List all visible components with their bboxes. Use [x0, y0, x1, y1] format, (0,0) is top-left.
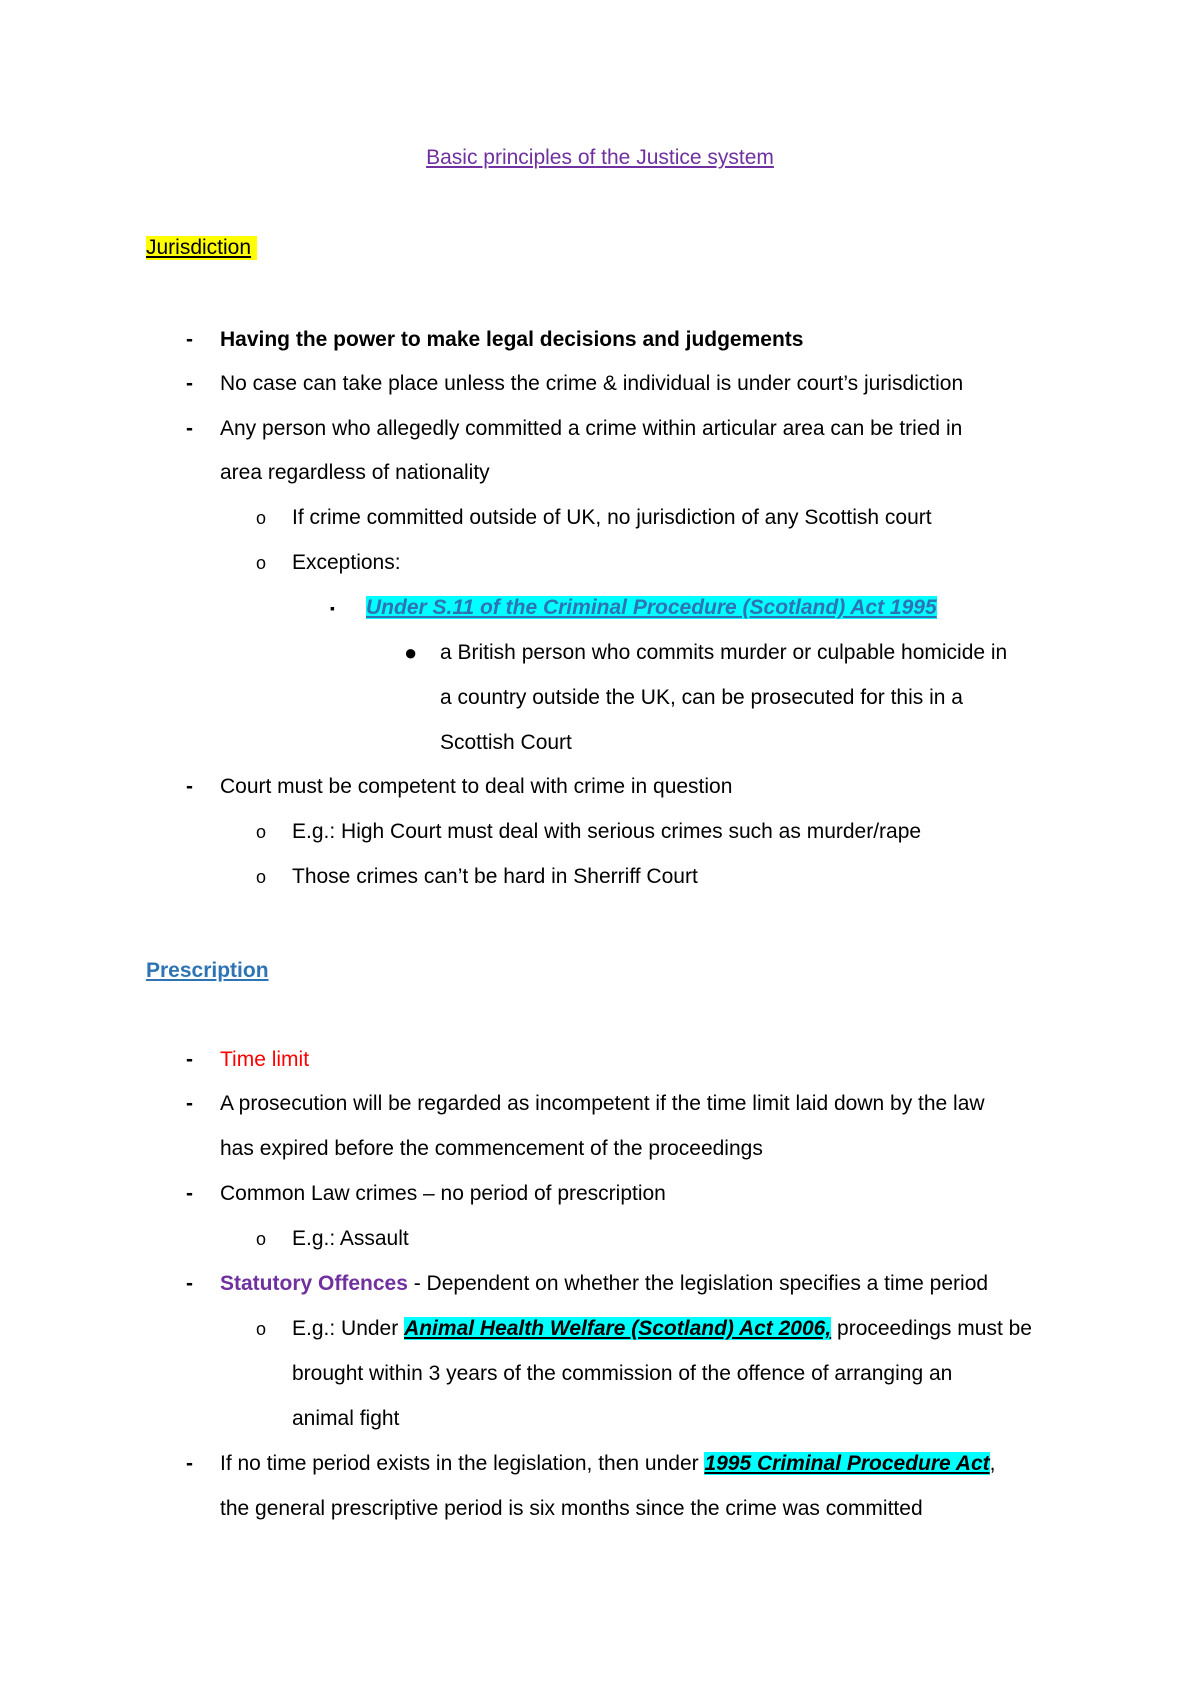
dot-bullet: ●: [404, 640, 418, 665]
jurisdiction-detail-line-2: a country outside the UK, can be prosecuted for this in a: [440, 686, 963, 709]
jurisdiction-example-2: Those crimes can’t be hard in Sherriff Court: [292, 865, 698, 888]
section-heading-jurisdiction: Jurisdiction: [146, 236, 257, 260]
jurisdiction-citation-line: [366, 594, 937, 622]
circle-bullet: o: [256, 1319, 267, 1339]
bullet-5-suffix: ,: [989, 1452, 996, 1475]
dash-bullet: -: [186, 417, 193, 440]
citation-animal-health-welfare-2006: Animal Health Welfare (Scotland) Act 2006,: [404, 1317, 832, 1340]
dash-bullet: -: [186, 372, 193, 395]
jurisdiction-example-1: E.g.: High Court must deal with serious crimes such as murder/rape: [292, 820, 922, 843]
example-prefix: E.g.: Under: [292, 1317, 405, 1340]
dash-bullet: -: [186, 1092, 193, 1115]
jurisdiction-bullet-3-line-1: Any person who allegedly committed a crime within articular area can be tried in: [220, 417, 963, 440]
prescription-bullet-5-line-2: the general prescriptive period is six months since the crime was committed: [220, 1497, 923, 1520]
jurisdiction-bullet-1: Having the power to make legal decisions and judgements: [220, 328, 804, 351]
prescription-bullet-5-line-1: [220, 1450, 995, 1478]
prescription-bullet-3: Common Law crimes – no period of prescription: [220, 1182, 666, 1205]
statutory-offences-text: Dependent on whether the legislation specifies a time period: [426, 1272, 989, 1295]
jurisdiction-bullet-4: Court must be competent to deal with crime in question: [220, 775, 733, 798]
circle-bullet: o: [256, 822, 267, 842]
bullet-5-prefix: If no time period exists in the legislation, then under: [220, 1452, 705, 1475]
document-title: Basic principles of the Justice system: [426, 146, 774, 169]
jurisdiction-detail-line-1: a British person who commits murder or culpable homicide in: [440, 641, 1008, 664]
dash-bullet: -: [186, 775, 193, 798]
example-rest: proceedings must be: [831, 1317, 1032, 1340]
jurisdiction-sub-item-1: If crime committed outside of UK, no jurisdiction of any Scottish court: [292, 506, 932, 529]
circle-bullet: o: [256, 1229, 267, 1249]
statutory-offences-label: Statutory Offences: [220, 1272, 408, 1295]
circle-bullet: o: [256, 867, 267, 887]
section-heading-prescription: Prescription: [146, 959, 269, 982]
prescription-time-limit: Time limit: [220, 1048, 310, 1071]
prescription-bullet-2-line-2: has expired before the commencement of the proceedings: [220, 1137, 763, 1160]
prescription-example-line-2: brought within 3 years of the commission of the offence of arranging an: [292, 1362, 953, 1385]
dash-bullet: -: [186, 1272, 193, 1295]
square-bullet: ▪: [330, 600, 335, 616]
jurisdiction-bullet-3-line-2: area regardless of nationality: [220, 461, 490, 484]
prescription-example-assault: E.g.: Assault: [292, 1227, 409, 1250]
dash-bullet: -: [186, 1182, 193, 1205]
dash-bullet: -: [186, 1048, 193, 1071]
separator: -: [407, 1272, 427, 1295]
circle-bullet: o: [256, 508, 267, 528]
jurisdiction-detail-line-3: Scottish Court: [440, 731, 572, 754]
dash-bullet: -: [186, 1452, 193, 1475]
citation-1995-criminal-procedure-act: 1995 Criminal Procedure Act: [704, 1452, 990, 1475]
prescription-example-line-1: [292, 1315, 1032, 1343]
jurisdiction-bullet-2: No case can take place unless the crime & individual is under court’s jurisdiction: [220, 372, 964, 395]
citation-criminal-procedure-1995: Under S.11 of the Criminal Procedure (Scotland) Act 1995: [366, 596, 937, 619]
prescription-bullet-4: [220, 1270, 988, 1298]
dash-bullet: -: [186, 328, 193, 351]
prescription-example-line-3: animal fight: [292, 1407, 400, 1430]
prescription-bullet-2-line-1: A prosecution will be regarded as incompetent if the time limit laid down by the law: [220, 1092, 985, 1115]
circle-bullet: o: [256, 553, 267, 573]
jurisdiction-sub-item-2: Exceptions:: [292, 551, 401, 574]
